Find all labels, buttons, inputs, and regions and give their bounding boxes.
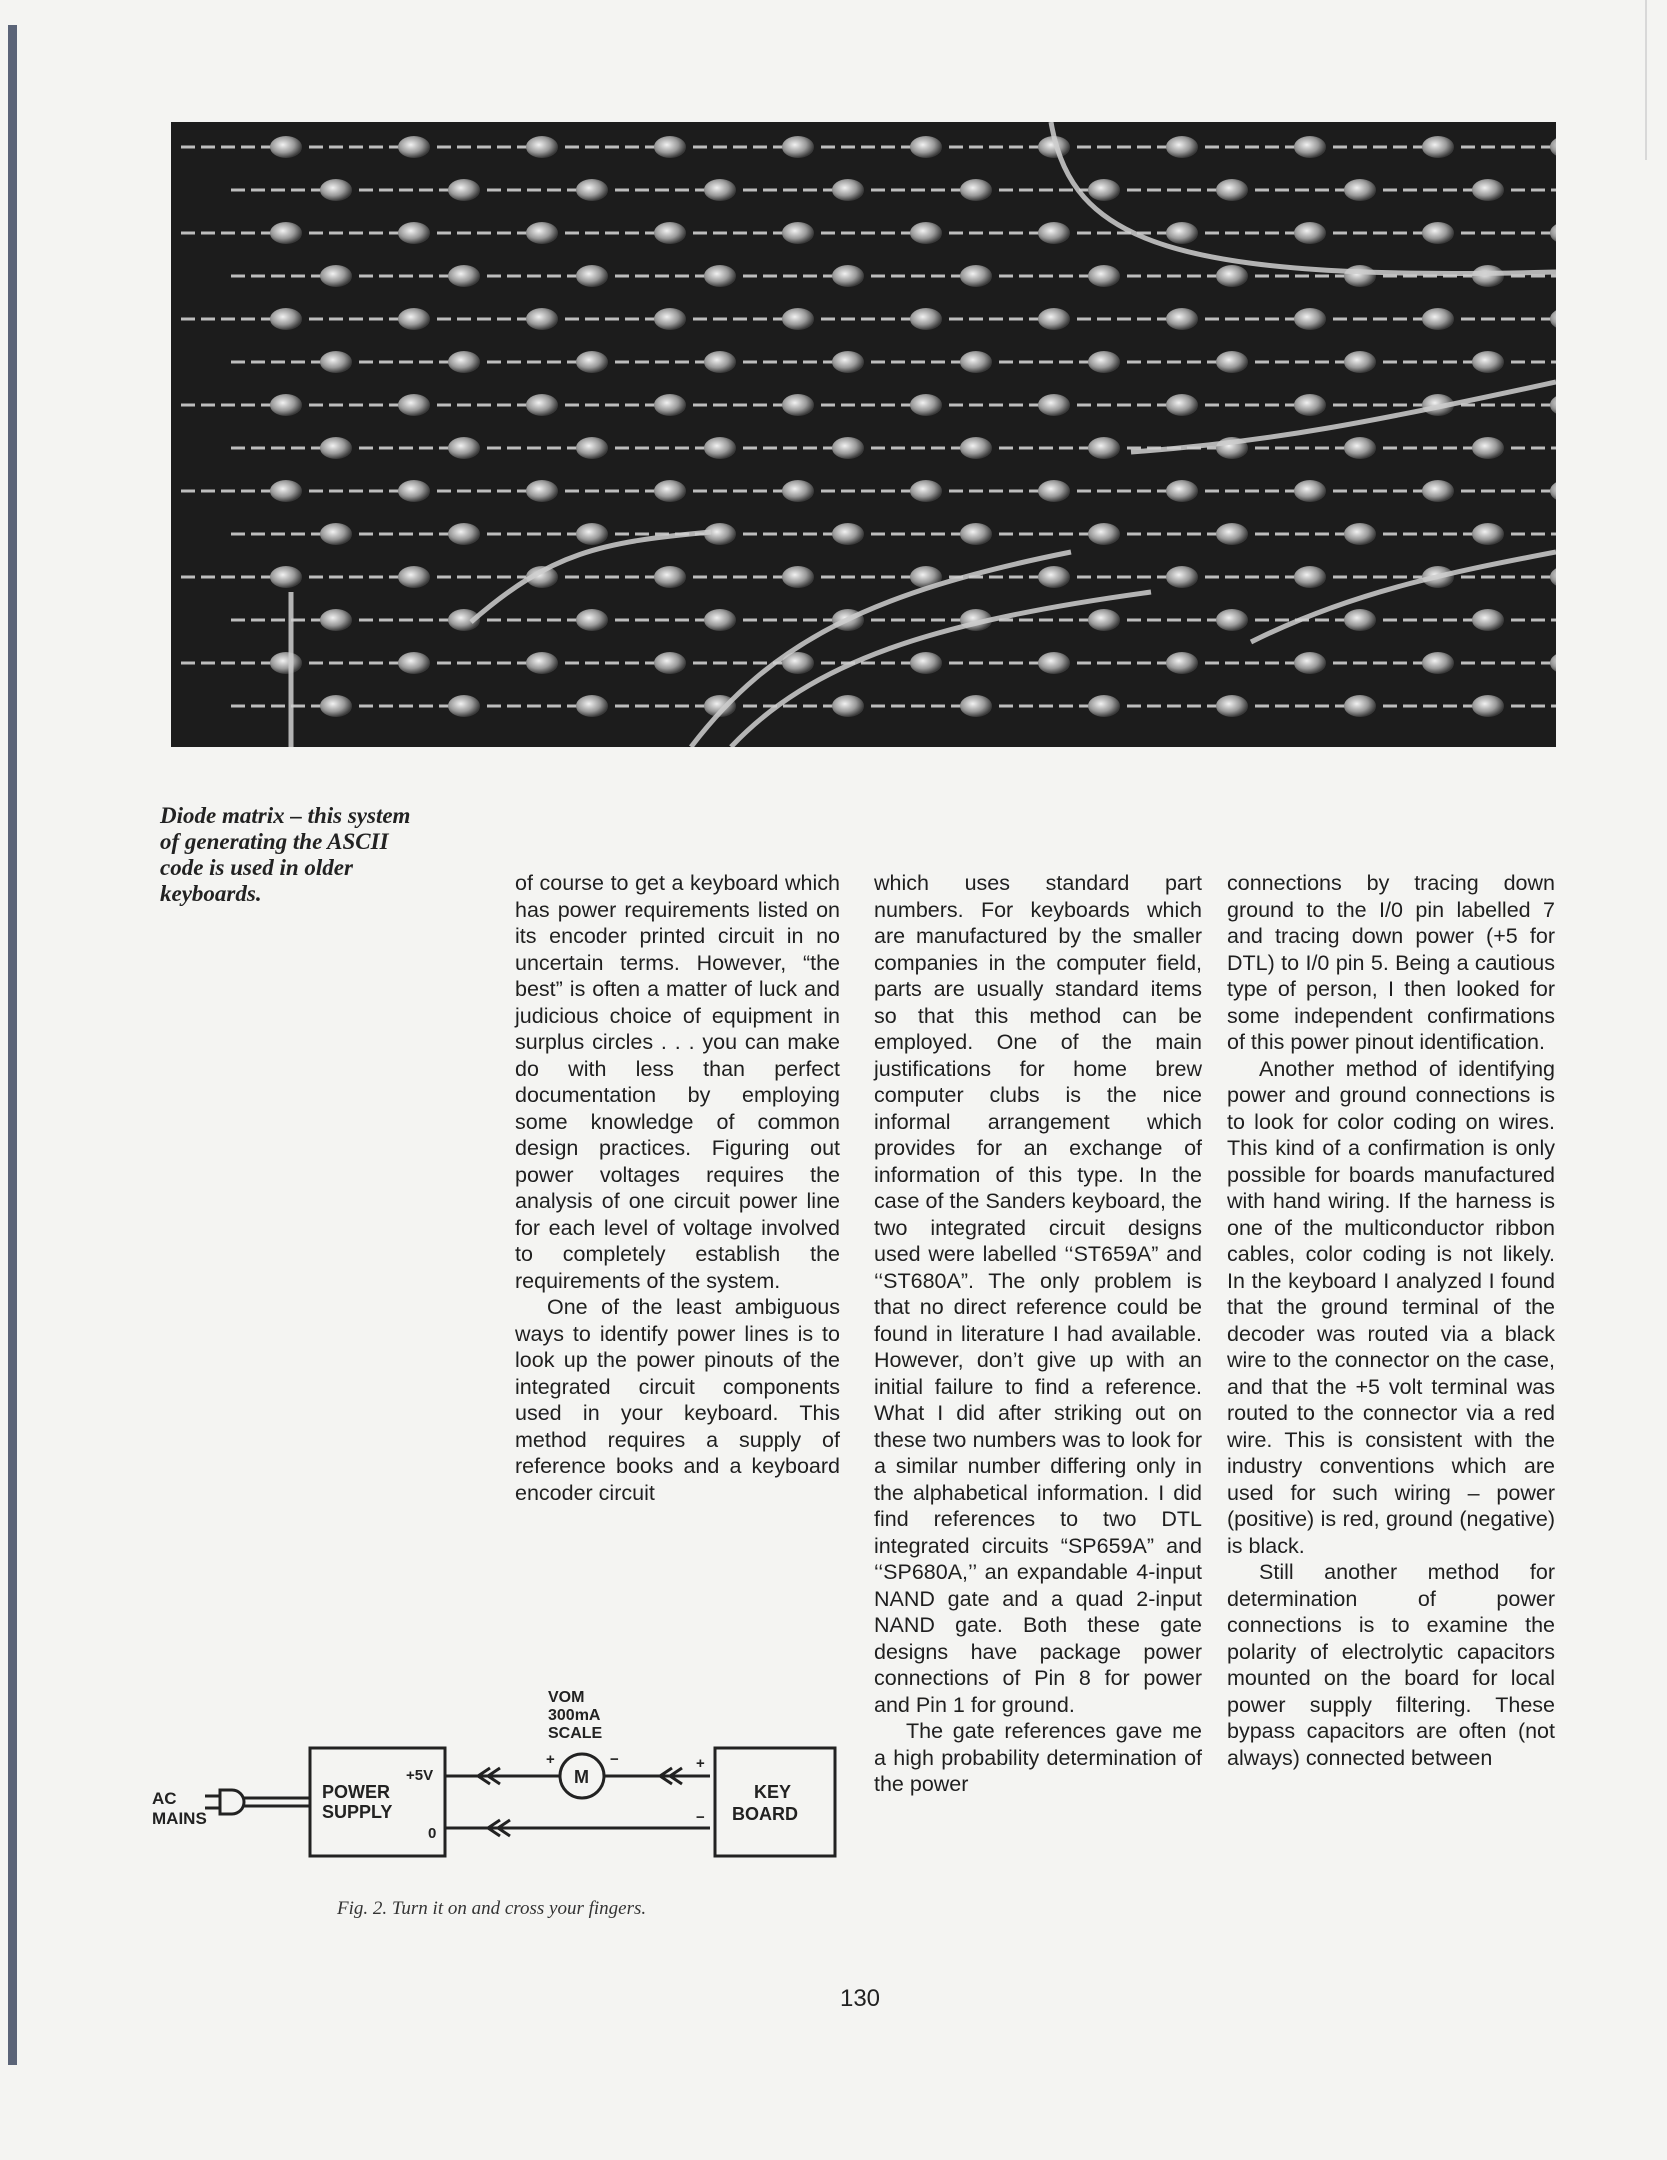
solder-pad [320, 179, 352, 201]
solder-pad [448, 265, 480, 287]
solder-pad [782, 566, 814, 588]
solder-pad [1166, 394, 1198, 416]
solder-pad [1166, 480, 1198, 502]
solder-pad [1344, 351, 1376, 373]
solder-pad [1472, 523, 1504, 545]
solder-pad [832, 351, 864, 373]
solder-pad [1088, 437, 1120, 459]
solder-pad [782, 136, 814, 158]
solder-pad [910, 308, 942, 330]
solder-pad [526, 480, 558, 502]
circuit-board-image [171, 122, 1556, 747]
solder-pad [1344, 609, 1376, 631]
solder-pad [1472, 695, 1504, 717]
plug-icon [205, 1790, 310, 1814]
solder-pad [1472, 265, 1504, 287]
solder-pad [832, 695, 864, 717]
solder-pad [832, 265, 864, 287]
vom-label-3: SCALE [548, 1725, 603, 1742]
vom-label-2: 300mA [548, 1707, 601, 1724]
solder-pad [704, 437, 736, 459]
solder-pad [1294, 652, 1326, 674]
solder-pad [398, 480, 430, 502]
solder-pad [960, 179, 992, 201]
solder-pad [270, 222, 302, 244]
vom-label-1: VOM [548, 1689, 585, 1706]
solder-pad [654, 394, 686, 416]
solder-pad [576, 437, 608, 459]
solder-pad [1422, 222, 1454, 244]
solder-pad [654, 308, 686, 330]
paragraph: connections by tracing down ground to the I/0 pin labelled 7 and tracing down power (+5 for DTL) to I/0 pin 5. Being a cautious type of person, I then looked for some independent confirmations of this power pinout identification. [1227, 871, 1555, 1054]
solder-pad [1294, 308, 1326, 330]
solder-pad [1088, 351, 1120, 373]
solder-pad [910, 480, 942, 502]
solder-pad [1088, 523, 1120, 545]
solder-pad [576, 265, 608, 287]
page-edge-line [1645, 0, 1647, 160]
solder-pad [654, 652, 686, 674]
solder-pad [526, 652, 558, 674]
solder-pad [1166, 308, 1198, 330]
solder-pad [704, 265, 736, 287]
solder-pad [1216, 351, 1248, 373]
zero-label: 0 [428, 1825, 437, 1842]
meter-plus: + [546, 1751, 555, 1768]
paragraph: One of the least ambiguous ways to identify power lines is to look up the power pinouts of the integrated circuit components used in your keyboard. This method requires a supply of reference books and a keyboard encoder circuit [515, 1295, 840, 1505]
solder-pad [1088, 265, 1120, 287]
solder-pad [320, 351, 352, 373]
solder-pad [1166, 652, 1198, 674]
solder-pad [1294, 222, 1326, 244]
solder-pad [1344, 179, 1376, 201]
paragraph: Still another method for determination of power connections is to examine the polarity of electrolytic capacitors mounted on the board for local power supply filtering. These bypass capacitors are often (not always) connected between [1227, 1560, 1555, 1770]
solder-pad [270, 394, 302, 416]
solder-pad [782, 308, 814, 330]
solder-pad [910, 222, 942, 244]
solder-pad [1216, 265, 1248, 287]
solder-pad [576, 351, 608, 373]
solder-pad [526, 136, 558, 158]
solder-pad [1038, 652, 1070, 674]
solder-pad [398, 308, 430, 330]
page-edge-bar [8, 25, 17, 2065]
paragraph: of course to get a keyboard which has power requirements listed on its encoder printed circuit in no uncertain terms. However, “the best” is often a matter of luck and judicious choice of equipment in surplus circles . . . you can make do with less than perfect documentation by employing some knowledge of common design practices. Figuring out power voltages requires the analysis of one circuit power line for each level of voltage involved to completely establish the requirements of the system. [515, 871, 840, 1293]
solder-pad [270, 308, 302, 330]
solder-pad [782, 222, 814, 244]
solder-pad [526, 222, 558, 244]
solder-pad [960, 351, 992, 373]
solder-pad [320, 695, 352, 717]
solder-pad [1422, 308, 1454, 330]
solder-pad [576, 609, 608, 631]
solder-pad [398, 136, 430, 158]
keyboard-label-2: BOARD [732, 1804, 798, 1824]
solder-pad [782, 394, 814, 416]
solder-pad [576, 179, 608, 201]
solder-pad [654, 136, 686, 158]
keyboard-minus: − [696, 1809, 705, 1826]
solder-pad [1216, 695, 1248, 717]
solder-pad [1166, 222, 1198, 244]
solder-pad [910, 394, 942, 416]
solder-pad [1088, 609, 1120, 631]
solder-pad [1166, 566, 1198, 588]
solder-pad [704, 179, 736, 201]
solder-pad [654, 222, 686, 244]
solder-pad [320, 437, 352, 459]
solder-pad [960, 437, 992, 459]
photo-caption: Diode matrix – this system of generating the ASCII code is used in older keyboards. [160, 803, 411, 906]
solder-pad [1472, 437, 1504, 459]
solder-pad [270, 480, 302, 502]
solder-pad [1344, 265, 1376, 287]
solder-pad [398, 394, 430, 416]
solder-pad [704, 609, 736, 631]
solder-pad [1088, 695, 1120, 717]
solder-pad [1344, 437, 1376, 459]
solder-pad [1216, 179, 1248, 201]
solder-pad [910, 652, 942, 674]
power-supply-label-1: POWER [322, 1782, 391, 1802]
solder-pad [1294, 480, 1326, 502]
solder-pad [1422, 652, 1454, 674]
solder-pad [1294, 394, 1326, 416]
solder-pad [832, 523, 864, 545]
solder-pad [832, 179, 864, 201]
solder-pad [526, 394, 558, 416]
power-supply-label-2: SUPPLY [322, 1802, 393, 1822]
meter-minus: − [610, 1751, 619, 1768]
solder-pad [448, 351, 480, 373]
solder-pad [1472, 609, 1504, 631]
solder-pad [1472, 351, 1504, 373]
circuit-board-photo [171, 122, 1556, 747]
solder-pad [1422, 136, 1454, 158]
solder-pad [654, 480, 686, 502]
solder-pad [270, 652, 302, 674]
solder-pad [320, 523, 352, 545]
keyboard-label-1: KEY [754, 1782, 792, 1802]
paragraph: The gate references gave me a high probability determination of the power [874, 1719, 1202, 1796]
figure-caption: Fig. 2. Turn it on and cross your fingers. [337, 1898, 647, 1919]
solder-pad [1294, 136, 1326, 158]
plus5v-label: +5V [406, 1767, 434, 1784]
solder-pad [1422, 480, 1454, 502]
solder-pad [398, 222, 430, 244]
fig2-diagram [150, 1680, 850, 1890]
solder-pad [526, 308, 558, 330]
solder-pad [782, 480, 814, 502]
solder-pad [1166, 136, 1198, 158]
solder-pad [1344, 523, 1376, 545]
meter-label: M [574, 1767, 589, 1787]
negative-wire [445, 1820, 710, 1836]
solder-pad [448, 695, 480, 717]
ac-mains-label-2: MAINS [152, 1809, 207, 1828]
solder-pad [270, 566, 302, 588]
keyboard-plus: + [696, 1755, 705, 1772]
solder-pad [1294, 566, 1326, 588]
solder-pad [320, 609, 352, 631]
solder-pad [1216, 523, 1248, 545]
solder-pad [448, 523, 480, 545]
paragraph: Another method of identifying power and ground connections is to look for color coding on wires. This kind of a confirmation is only possible for boards manufactured with hand wiring. If the harness is one of the multiconductor ribbon cables, color coding is not likely. In the keyboard I analyzed I found that the ground terminal of the decoder was routed via a black wire to the connector on the case, and that the +5 volt terminal was routed to the connector via a red wire. This is consistent with the industry conventions which are used for such wiring – power (positive) is red, ground (negative) is black. [1227, 1056, 1555, 1558]
solder-pad [1216, 609, 1248, 631]
solder-pad [320, 265, 352, 287]
solder-pad [960, 265, 992, 287]
solder-pad [1088, 179, 1120, 201]
solder-pad [448, 437, 480, 459]
keyboard-box [715, 1748, 835, 1856]
solder-pad [448, 179, 480, 201]
solder-pad [270, 136, 302, 158]
solder-pad [960, 695, 992, 717]
solder-pad [1344, 695, 1376, 717]
text-column-1 [515, 870, 840, 1506]
solder-pad [832, 437, 864, 459]
solder-pad [1038, 308, 1070, 330]
page-number: 130 [839, 1985, 881, 2012]
solder-pad [1038, 480, 1070, 502]
solder-pad [1038, 394, 1070, 416]
solder-pad [398, 652, 430, 674]
ac-mains-label-1: AC [152, 1789, 177, 1808]
solder-pad [654, 566, 686, 588]
solder-pad [576, 523, 608, 545]
text-column-3 [1227, 870, 1555, 1771]
text-column-2 [874, 870, 1202, 1798]
solder-pad [1472, 179, 1504, 201]
paragraph: which uses standard part numbers. For keyboards which are manufactured by the smaller companies in the computer field, parts are usually standard items so that this method can be employed. One of the main justifications for home brew computer clubs is the nice informal arrangement which provides for an exchange of information of this type. In the case of the Sanders keyboard, the two integrated circuit designs used were labelled ‘‘ST659A” and ‘‘ST680A”. The only problem is that no direct reference could be found in literature I had available. However, don’t give up with an initial failure to find a reference. What I did after striking out on these two numbers was to look for a similar number differing only in the alphabetical information. I did find references to two DTL integrated circuits “SP659A” and ‘‘SP680A,’’ an expandable 4-input NAND gate and a quad 2-input NAND gate. Both these gate designs have package power connections of Pin 8 for power and Pin 1 for ground. [874, 871, 1202, 1717]
solder-pad [704, 351, 736, 373]
solder-pad [398, 566, 430, 588]
solder-pad [576, 695, 608, 717]
wiring-diagram [150, 1680, 850, 1890]
solder-pad [960, 523, 992, 545]
solder-pad [1038, 566, 1070, 588]
solder-pad [1038, 222, 1070, 244]
solder-pad [910, 136, 942, 158]
